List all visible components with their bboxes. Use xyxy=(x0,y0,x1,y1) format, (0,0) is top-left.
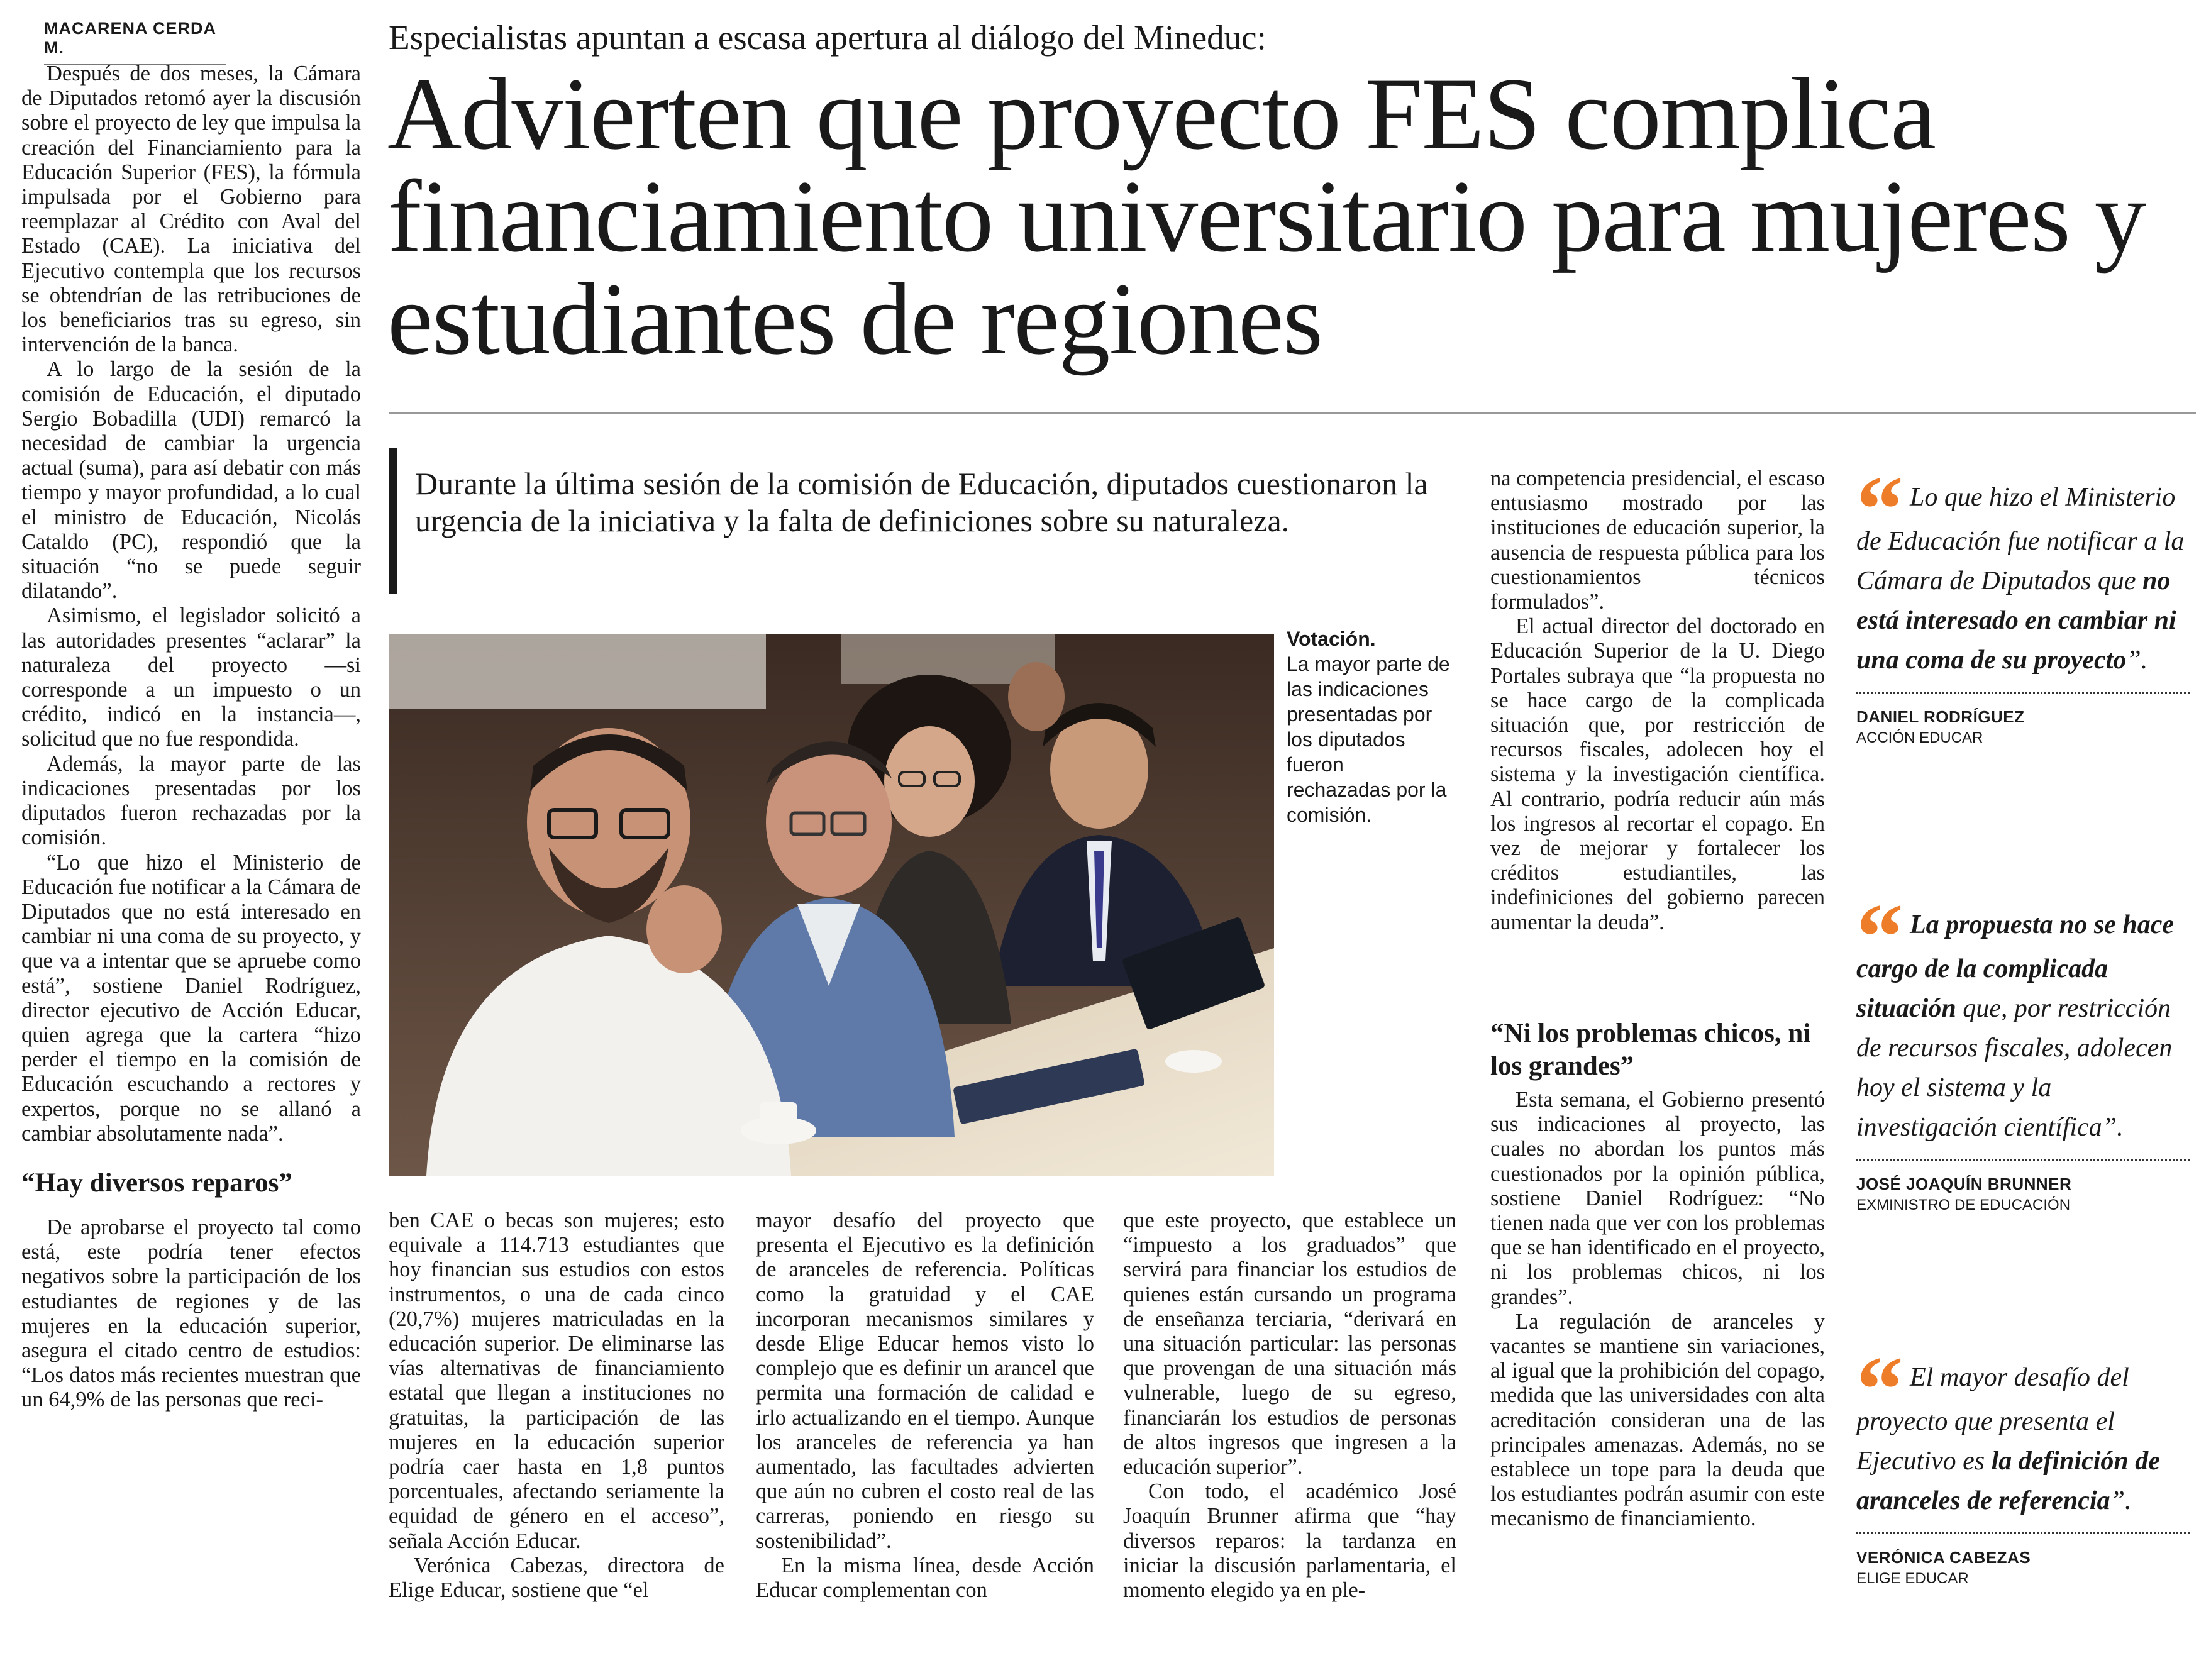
pull-quote xyxy=(1856,1337,2190,1588)
paragraph: La regulación de aranceles y vacantes se mantiene sin variaciones, al igual que la prohibición del copago, medida que las universidades con alta acreditación consideran una de las principales amenazas. Además, no se establece un tope para la deuda que los estudiantes podrán asumir con este mecanismo de financiamiento. xyxy=(1490,1309,1825,1531)
paragraph: Verónica Cabezas, directora de Elige Educar, sostiene que “el xyxy=(389,1553,724,1603)
paragraph: Después de dos meses, la Cámara de Diputados retomó ayer la discusión sobre el proyecto de ley que impulsa la creación del Financiamiento para la Educación Superior (FES), la fórmula impulsada por el Gobierno para reemplazar al Crédito con Aval del Estado (CAE). La iniciativa del Ejecutivo contempla que los recursos se obtendrían de las retribuciones de los beneficiarios tras su egreso, sin intervención de la banca. xyxy=(21,62,361,357)
paragraph: De aprobarse el proyecto tal como está, este podría tener efectos negativos sobre la participación de los estudiantes de regiones y de las mujeres en la educación superior, asegura el citado centro de estudios: “Los datos más recientes muestran que un 64,9% de las personas que reci- xyxy=(21,1215,361,1412)
quote-text-bold: no está interesado en cambiar ni una coma de su proyecto xyxy=(1856,566,2176,675)
byline: MACARENA CERDA M. xyxy=(44,19,226,65)
paragraph: na competencia presidencial, el escaso entusiasmo mostrado por las instituciones de educación superior, la ausencia de respuesta pública para los cuestionamientos técnicos formulados”. xyxy=(1490,467,1825,614)
quote-divider xyxy=(1856,1159,2190,1161)
quote-author-role: ELIGE EDUCAR xyxy=(1856,1570,1969,1587)
quote-end: ”. xyxy=(2102,1113,2124,1142)
deck-bar xyxy=(389,448,397,594)
quote-text: que, por restricción de recursos fiscales, adolecen hoy el sistema y la investigación científica xyxy=(1856,994,2173,1142)
subhead-ni-los-problemas: “Ni los problemas chicos, ni los grandes” xyxy=(1490,1019,1811,1081)
photo-caption xyxy=(1287,626,1450,827)
paragraph: Asimismo, el legislador solicitó a las autoridades presentes “aclarar” la naturaleza del proyecto —si corresponde a un impuesto o un crédito, indicó en la instancia—, solicitud que no fue respondida. xyxy=(21,604,361,751)
quote-text: El mayor desafío del proyecto que presenta el Ejecutivo es xyxy=(1856,1363,2129,1476)
article-column-4 xyxy=(1123,1208,1456,1603)
headline: Advierten que proyecto FES complica financiamiento universitario para mujeres y estudiantes de regiones xyxy=(387,57,2146,376)
paragraph: En la misma línea, desde Acción Educar complementan con xyxy=(756,1553,1094,1603)
article-column-2 xyxy=(389,1208,724,1603)
pull-quote xyxy=(1856,457,2190,747)
paragraph: ben CAE o becas son mujeres; esto equivale a 114.713 estudiantes que hoy financian sus estudios con estos instrumentos, o una de cada cinco (20,7%) mujeres matriculadas en la educación superior. De eliminarse las vías alternativas de financiamiento estatal que llegan a instituciones no gratuitas, la participación de las mujeres en la educación superior podría caer hasta en 1,8 puntos porcentuales, afectando seriamente la equidad de género en el acceso”, señala Acción Educar. xyxy=(389,1208,724,1553)
article-photo xyxy=(389,634,1274,1176)
article-column-5 xyxy=(1490,467,1825,935)
paragraph: Esta semana, el Gobierno presentó sus indicaciones al proyecto, las cuales no abordan los puntos más cuestionados por la opinión pública, sostiene Daniel Rodríguez: “No tienen nada que ver con los problemas que se han identificado en el proyecto, ni los problemas chicos, ni los grandes”. xyxy=(1490,1088,1825,1309)
quote-divider xyxy=(1856,692,2190,694)
paragraph: Además, la mayor parte de las indicaciones presentadas por los diputados fueron rechazadas por la comisión. xyxy=(21,751,361,850)
paragraph: mayor desafío del proyecto que presenta el Ejecutivo es la definición de aranceles de referencia. Políticas como la gratuidad y el CAE incorporan mecanismos similares y desde Elige Educar hemos visto lo complejo que es definir un arancel que permita una formación de calidad e irlo actualizando en el tiempo. Aunque los aranceles de referencia ya han aumentado, las facultades advierten que aún no cubren el costo real de las carreras, poniendo en riesgo su sostenibilidad”. xyxy=(756,1208,1094,1553)
quote-end: ”. xyxy=(2110,1486,2132,1515)
quote-author-role: EXMINISTRO DE EDUCACIÓN xyxy=(1856,1196,2071,1213)
caption-text: La mayor parte de las indicaciones presentadas por los diputados fueron rechazadas por la comisión. xyxy=(1287,653,1450,826)
paragraph: A lo largo de la sesión de la comisión de Educación, el diputado Sergio Bobadilla (UDI) remarcó la necesidad de cambiar la urgencia actual (suma), para así debatir con más tiempo y mayor profundidad, a lo cual el ministro de Educación, Nicolás Cataldo (PC), respondió que la situación “no se puede seguir dilatando”. xyxy=(21,357,361,604)
quote-author-role: ACCIÓN EDUCAR xyxy=(1856,729,1983,746)
article-column-5-lower xyxy=(1490,1088,1825,1532)
quote-divider xyxy=(1856,1532,2190,1534)
quote-author: DANIEL RODRÍGUEZ xyxy=(1856,707,2025,726)
deck: Durante la última sesión de la comisión de Educación, diputados cuestionaron la urgencia de la iniciativa y la falta de definiciones sobre su naturaleza. xyxy=(415,466,1428,538)
photo-illustration xyxy=(389,634,1274,1176)
quote-text-bold: La propuesta no se hace cargo de la complicada situación xyxy=(1856,910,2174,1023)
quote-mark-icon: “ xyxy=(1856,1337,1903,1442)
kicker: Especialistas apuntan a escasa apertura al diálogo del Mineduc: xyxy=(389,18,1266,57)
headline-rule xyxy=(389,412,2196,414)
paragraph: “Lo que hizo el Ministerio de Educación fue notificar a la Cámara de Diputados que no está interesado en cambiar ni una coma de su proyecto, y que va a intentar que se apruebe como está”, sostiene Daniel Rodríguez, director ejecutivo de Acción Educar, quien agrega que la cartera “hizo perder el tiempo en la comisión de Educación escuchando a rectores y expertos, porque no se allanó a cambiar absolutamente nada”. xyxy=(21,850,361,1146)
paragraph: que este proyecto, que establece un “impuesto a los graduados” que servirá para financiar los estudios de quienes están cursando un programa de enseñanza terciaria, “derivará en una situación particular: las personas que provengan de una situación más vulnerable, luego de su egreso, financiarán los estudios de personas de altos ingresos que ingresen a la educación superior”. xyxy=(1123,1208,1456,1479)
caption-title: Votación. xyxy=(1287,627,1376,650)
article-column-1 xyxy=(21,62,361,1413)
quote-author: VERÓNICA CABEZAS xyxy=(1856,1548,2031,1567)
article-column-3 xyxy=(756,1208,1094,1603)
quote-mark-icon: “ xyxy=(1856,457,1903,561)
quote-text-bold: la definición de aranceles de referencia xyxy=(1856,1447,2160,1515)
paragraph: El actual director del doctorado en Educación Superior de la U. Diego Portales subraya que “la propuesta no se hace cargo de la complicada situación que, por restricción de recursos fiscales, adolecen hoy el sistema y la investigación científica. Al contrario, podría reducir aún más los ingresos al recortar el copago. En vez de mejorar y fortalecer los créditos estudiantiles, las indefiniciones del gobierno parecen aumentar la deuda”. xyxy=(1490,614,1825,934)
quote-end: ”. xyxy=(2126,646,2148,675)
quote-text: Lo que hizo el Ministerio de Educación fue notificar a la Cámara de Diputados que xyxy=(1856,483,2185,595)
quote-mark-icon: “ xyxy=(1856,885,1903,989)
quote-author: JOSÉ JOAQUÍN BRUNNER xyxy=(1856,1174,2072,1193)
paragraph: Con todo, el académico José Joaquín Brunner afirma que “hay diversos reparos: la tardanza en iniciar la discusión parlamentaria, el momento elegido ya en ple- xyxy=(1123,1479,1456,1603)
pull-quote xyxy=(1856,885,2190,1214)
subhead-diversos-reparos: “Hay diversos reparos” xyxy=(21,1168,292,1198)
